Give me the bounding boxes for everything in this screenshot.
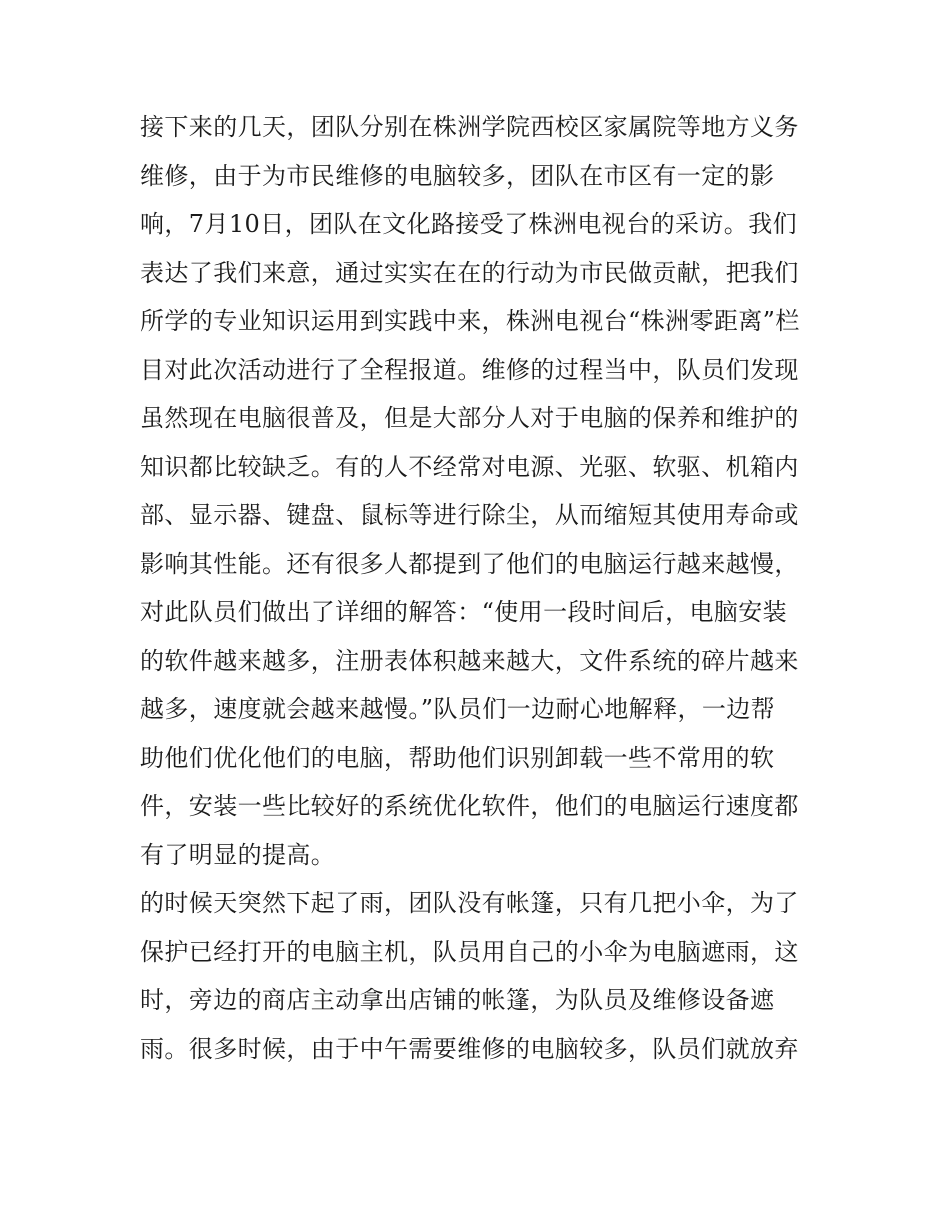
document-body	[140, 103, 820, 1073]
text-line: 有了明显的提高。	[140, 840, 336, 869]
text-line: 表达了我们来意，通过实实在在的行动为市民做贡献，把我们	[140, 258, 799, 287]
text-line: 维修，由于为市民维修的电脑较多，团队在市区有一定的影	[140, 161, 775, 190]
text-line: 影响其性能。还有很多人都提到了他们的电脑运行越来越慢，	[140, 549, 799, 578]
text-line: 部、显示器、键盘、鼠标等进行除尘，从而缩短其使用寿命或	[140, 501, 799, 529]
text-line: 的软件越来越多，注册表体积越来越大，文件系统的碎片越来	[140, 646, 799, 675]
text-line: 接下来的几天，团队分别在株洲学院西校区家属院等地方义务	[140, 113, 799, 141]
text-line: 雨。很多时候，由于中午需要维修的电脑较多，队员们就放弃	[140, 1034, 799, 1063]
text-line: 所学的专业知识运用到实践中来，株洲电视台“株洲零距离”栏	[140, 307, 800, 335]
text-line: 目对此次活动进行了全程报道。维修的过程当中，队员们发现	[140, 355, 799, 384]
text-line: 响，7月10日，团队在文化路接受了株洲电视台的采访。我们	[140, 210, 798, 238]
text-line: 虽然现在电脑很普及，但是大部分人对于电脑的保养和维护的	[140, 404, 799, 432]
text-line: 时，旁边的商店主动拿出店铺的帐篷，为队员及维修设备遮	[140, 986, 775, 1014]
text-line: 的时候天突然下起了雨，团队没有帐篷，只有几把小伞，为了	[140, 889, 799, 917]
paragraph-2	[140, 879, 820, 1073]
paragraph-1	[140, 103, 820, 879]
text-line: 助他们优化他们的电脑，帮助他们识别卸载一些不常用的软	[140, 743, 775, 772]
text-line: 对此队员们做出了详细的解答：“使用一段时间后，电脑安装	[140, 598, 788, 626]
text-line: 知识都比较缺乏。有的人不经常对电源、光驱、软驱、机箱内	[140, 452, 799, 481]
text-line: 越多，速度就会越来越慢。”队员们一边耐心地解释，一边帮	[140, 695, 776, 723]
text-line: 保护已经打开的电脑主机，队员用自己的小伞为电脑遮雨，这	[140, 937, 799, 966]
text-line: 件，安装一些比较好的系统优化软件，他们的电脑运行速度都	[140, 792, 799, 820]
